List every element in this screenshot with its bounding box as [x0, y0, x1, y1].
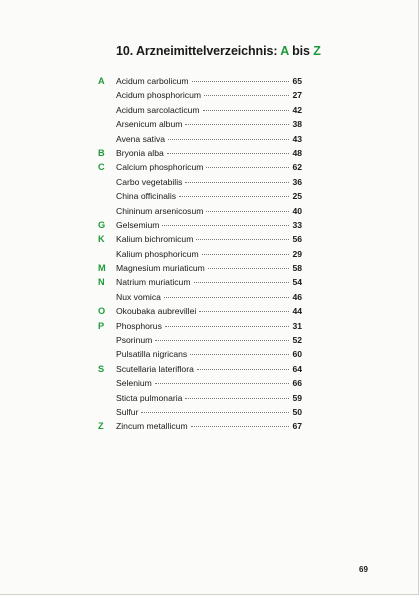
index-entry-line	[116, 218, 302, 232]
remedy-name: Zincum metallicum	[116, 421, 188, 432]
index-entry	[98, 204, 302, 218]
dot-leader	[199, 311, 289, 312]
dot-leader	[179, 196, 289, 197]
index-entry	[98, 376, 302, 390]
remedy-name: Kalium phosphoricum	[116, 248, 199, 259]
remedy-name: Magnesium muriaticum	[116, 263, 205, 274]
dot-leader	[206, 167, 289, 168]
dot-leader	[162, 225, 289, 226]
dot-leader	[191, 426, 290, 427]
index-letter: G	[98, 219, 106, 230]
dot-leader	[194, 282, 290, 283]
index-entry	[98, 333, 302, 347]
index-entry	[98, 232, 302, 246]
dot-leader	[164, 297, 290, 298]
index-letter: Z	[98, 421, 104, 432]
title-middle: bis	[288, 44, 314, 58]
index-entry	[98, 146, 302, 160]
dot-leader	[185, 124, 289, 125]
remedy-page-number: 48	[292, 147, 302, 158]
index-entry-line	[116, 247, 302, 261]
index-entry	[98, 132, 302, 146]
remedy-name: Natrium muriaticum	[116, 277, 191, 288]
index-entry-line	[116, 419, 302, 433]
remedy-page-number: 56	[292, 234, 302, 245]
index-entry-line	[116, 391, 302, 405]
index-entry	[98, 362, 302, 376]
index-entry-line	[116, 405, 302, 419]
remedy-name: Acidum sarcolacticum	[116, 104, 200, 115]
remedy-page-number: 54	[292, 277, 302, 288]
index-entry	[98, 261, 302, 275]
index-entry	[98, 391, 302, 405]
index-letter: S	[98, 363, 105, 374]
index-entry-line	[116, 160, 302, 174]
index-entry-line	[116, 146, 302, 160]
index-entry-line	[116, 88, 302, 102]
index-letter: A	[98, 76, 105, 86]
index-letter: K	[98, 234, 105, 245]
remedy-page-number: 27	[292, 90, 302, 101]
remedy-name: Scutellaria lateriflora	[116, 363, 194, 374]
remedy-name: Bryonia alba	[116, 147, 164, 158]
index-entry	[98, 405, 302, 419]
title-to-letter: Z	[313, 44, 321, 58]
index-letter: O	[98, 306, 106, 317]
remedy-name: Phosphorus	[116, 320, 162, 331]
index-entry-line	[116, 175, 302, 189]
remedy-page-number: 40	[292, 205, 302, 216]
index-letter: B	[98, 147, 105, 158]
dot-leader	[204, 95, 289, 96]
title-from-letter: A	[280, 44, 289, 58]
remedy-name: Psorinum	[116, 335, 153, 346]
remedy-page-number: 59	[292, 392, 302, 403]
remedy-page-number: 52	[292, 335, 302, 346]
index-letter: C	[98, 162, 105, 173]
index-entry	[98, 290, 302, 304]
remedy-page-number: 46	[292, 291, 302, 302]
remedy-page-number: 44	[292, 306, 302, 317]
page-number: 69	[359, 565, 368, 574]
index-entry	[98, 175, 302, 189]
remedy-page-number: 29	[292, 248, 302, 259]
index-entry-line	[116, 333, 302, 347]
index-entry-line	[116, 362, 302, 376]
index-letter: N	[98, 277, 105, 288]
index-entry-line	[116, 132, 302, 146]
remedy-page-number: 42	[292, 104, 302, 115]
dot-leader	[165, 326, 290, 327]
page-title	[116, 44, 321, 58]
remedy-name: Okoubaka aubrevillei	[116, 306, 197, 317]
remedy-page-number: 65	[292, 76, 302, 86]
remedy-name: Pulsatilla nigricans	[116, 349, 188, 360]
remedy-page-number: 38	[292, 119, 302, 130]
dot-leader	[197, 369, 290, 370]
remedy-page-number: 36	[292, 176, 302, 187]
remedy-name: Gelsemium	[116, 219, 160, 230]
remedy-name: Selenium	[116, 378, 152, 389]
remedy-name: Sticta pulmonaria	[116, 392, 183, 403]
dot-leader	[208, 268, 290, 269]
index-entry	[98, 347, 302, 361]
remedy-page-number: 50	[292, 406, 302, 417]
remedy-name: Avena sativa	[116, 133, 166, 144]
index-entry	[98, 117, 302, 131]
remedy-name: Nux vomica	[116, 291, 161, 302]
index-entry	[98, 74, 302, 88]
index-entry-line	[116, 304, 302, 318]
index-entry	[98, 319, 302, 333]
dot-leader	[192, 81, 290, 82]
index-entry-line	[116, 232, 302, 246]
dot-leader	[155, 383, 290, 384]
index-entry-line	[116, 319, 302, 333]
index-letter: M	[98, 263, 106, 274]
index-entry	[98, 247, 302, 261]
index-entry-line	[116, 117, 302, 131]
remedy-page-number: 31	[292, 320, 302, 331]
index-entry-line	[116, 103, 302, 117]
remedy-page-number: 43	[292, 133, 302, 144]
index-entry-line	[116, 376, 302, 390]
dot-leader	[168, 139, 289, 140]
remedy-name: Kalium bichromicum	[116, 234, 194, 245]
dot-leader	[206, 211, 289, 212]
remedy-name: Acidum carbolicum	[116, 76, 189, 86]
remedy-name: Calcium phosphoricum	[116, 162, 204, 173]
index-entry	[98, 304, 302, 318]
index-entry-line	[116, 204, 302, 218]
remedy-page-number: 60	[292, 349, 302, 360]
remedy-name: Sulfur	[116, 406, 139, 417]
dot-leader	[202, 254, 290, 255]
remedy-name: Arsenicum album	[116, 119, 183, 130]
remedy-page-number: 62	[292, 162, 302, 173]
index-entry	[98, 218, 302, 232]
remedy-page-number: 66	[292, 378, 302, 389]
dot-leader	[141, 412, 289, 413]
index-entry-line	[116, 74, 302, 88]
index-letter: P	[98, 320, 105, 331]
index-entry-line	[116, 189, 302, 203]
dot-leader	[203, 110, 290, 111]
remedy-page-number: 58	[292, 263, 302, 274]
remedy-name: Acidum phosphoricum	[116, 90, 202, 101]
index-entry	[98, 189, 302, 203]
dot-leader	[185, 398, 289, 399]
dot-leader	[185, 182, 289, 183]
index-entry-line	[116, 275, 302, 289]
dot-leader	[190, 354, 289, 355]
index-entry-line	[116, 261, 302, 275]
remedy-page-number: 33	[292, 219, 302, 230]
remedy-index-list	[98, 74, 302, 434]
remedy-name: China officinalis	[116, 191, 177, 202]
index-entry	[98, 103, 302, 117]
index-entry	[98, 88, 302, 102]
index-entry	[98, 419, 302, 433]
dot-leader	[196, 239, 289, 240]
remedy-page-number: 67	[292, 421, 302, 432]
remedy-page-number: 25	[292, 191, 302, 202]
remedy-page-number: 64	[292, 363, 302, 374]
index-entry	[98, 160, 302, 174]
index-entry	[98, 275, 302, 289]
title-prefix: 10. Arzneimittelverzeichnis:	[116, 44, 281, 58]
index-entry-line	[116, 290, 302, 304]
remedy-name: Carbo vegetabilis	[116, 176, 183, 187]
remedy-name: Chininum arsenicosum	[116, 205, 204, 216]
dot-leader	[167, 153, 290, 154]
dot-leader	[155, 340, 289, 341]
index-entry-line	[116, 347, 302, 361]
